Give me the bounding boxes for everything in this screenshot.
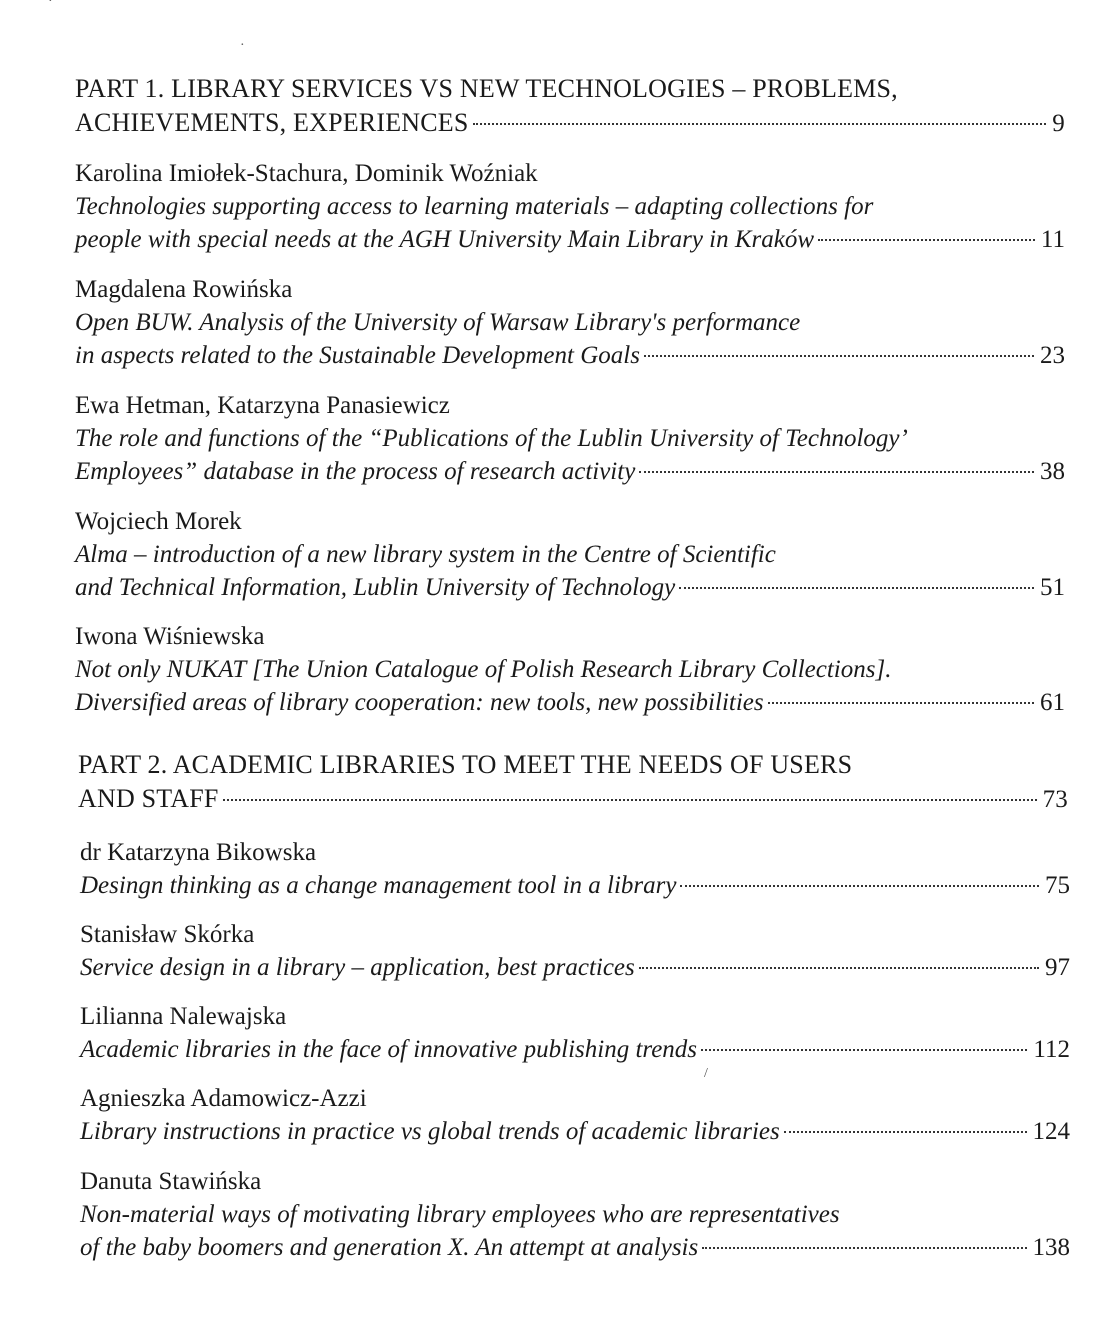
entry-title-text: Desingn thinking as a change management tool in a library: [80, 872, 677, 899]
entry-title-line-1: Not only NUKAT [The Union Catalogue of Polish Research Library Collections].: [75, 656, 892, 683]
toc-entry: [80, 1165, 1070, 1264]
page-number: 9: [1052, 110, 1065, 137]
entry-title-line-1: Technologies supporting access to learning materials – adapting collections for: [75, 193, 874, 220]
scan-speck: ·: [240, 38, 245, 53]
entry-title-line-2: [75, 455, 1065, 488]
leader-dots: [639, 967, 1039, 969]
entry-title-text: of the baby boomers and generation X. An attempt at analysis: [80, 1234, 699, 1261]
page-number: 124: [1032, 1118, 1070, 1145]
leader-dots: [223, 799, 1037, 801]
toc-entry: [75, 505, 1065, 604]
part-1-title-line-2: [75, 106, 1065, 141]
part-1-title-line-1: PART 1. LIBRARY SERVICES VS NEW TECHNOLOGIES – PROBLEMS,: [75, 74, 898, 103]
entry-title-text: Library instructions in practice vs global trends of academic libraries: [80, 1118, 780, 1145]
page-number: 51: [1040, 574, 1065, 601]
entry-authors: Wojciech Morek: [75, 508, 242, 535]
leader-dots: [768, 702, 1034, 704]
scan-speck: /: [704, 1066, 708, 1081]
entry-title-line-2: [75, 686, 1065, 719]
entry-authors: Ewa Hetman, Katarzyna Panasiewicz: [75, 392, 450, 419]
entry-title-text: Academic libraries in the face of innovative publishing trends: [80, 1036, 698, 1063]
entry-title-line-2: [75, 223, 1065, 256]
toc-entry: [80, 918, 1070, 984]
entry-title-text: and Technical Information, Lublin University of Technology: [75, 574, 676, 601]
page-number: 38: [1040, 458, 1065, 485]
entry-title-line-2: [75, 571, 1065, 604]
scan-speck: ·: [48, 0, 53, 9]
leader-dots: [784, 1131, 1027, 1133]
entry-title-line-2: [80, 1231, 1070, 1264]
entry-authors: Karolina Imiołek-Stachura, Dominik Woźniak: [75, 160, 538, 187]
page-number: 11: [1040, 226, 1065, 253]
part-2-title-text: AND STAFF: [78, 784, 219, 813]
entry-title-text: in aspects related to the Sustainable Development Goals: [75, 342, 640, 369]
leader-dots: [639, 471, 1034, 473]
entry-title-line-1: Non-material ways of motivating library employees who are representatives: [80, 1201, 840, 1228]
entry-title-line: [80, 869, 1070, 902]
toc-entry: [75, 620, 1065, 719]
entry-authors: Magdalena Rowińska: [75, 276, 293, 303]
toc-entry: [75, 157, 1065, 256]
leader-dots: [818, 239, 1035, 241]
entry-authors: Agnieszka Adamowicz-Azzi: [80, 1085, 367, 1112]
toc-entry: [80, 1082, 1070, 1148]
entry-title-line: [80, 1115, 1070, 1148]
part-2-title-line-2: [78, 782, 1068, 817]
toc-entry: [80, 836, 1070, 902]
part-1-heading: [75, 72, 1065, 141]
leader-dots: [473, 123, 1047, 125]
leader-dots: [679, 587, 1034, 589]
entry-authors: Danuta Stawińska: [80, 1168, 262, 1195]
leader-dots: [680, 885, 1039, 887]
toc-entry: [80, 1000, 1070, 1066]
page-number: 97: [1045, 954, 1070, 981]
entry-title-line-1: Open BUW. Analysis of the University of Warsaw Library's performance: [75, 309, 801, 336]
page-number: 73: [1042, 786, 1068, 813]
entry-authors: Iwona Wiśniewska: [75, 623, 265, 650]
page-number: 23: [1040, 342, 1065, 369]
entry-authors: Stanisław Skórka: [80, 921, 255, 948]
part-1-title-text: ACHIEVEMENTS, EXPERIENCES: [75, 108, 469, 137]
entry-authors: dr Katarzyna Bikowska: [80, 839, 317, 866]
leader-dots: [644, 355, 1034, 357]
entry-title-line-1: The role and functions of the “Publications of the Lublin University of Technology’: [75, 425, 908, 452]
entry-title-text: Service design in a library – application, best practices: [80, 954, 635, 981]
toc-entry: [75, 389, 1065, 488]
page-number: 112: [1033, 1036, 1070, 1063]
page-number: 138: [1032, 1234, 1070, 1261]
toc-entry: [75, 273, 1065, 372]
entry-title-line-2: [75, 339, 1065, 372]
leader-dots: [701, 1049, 1027, 1051]
entry-title-text: Diversified areas of library cooperation: new tools, new possibilities: [75, 689, 764, 716]
part-2-heading: [78, 748, 1068, 817]
entry-authors: Lilianna Nalewajska: [80, 1003, 287, 1030]
entry-title-line: [80, 951, 1070, 984]
leader-dots: [702, 1247, 1026, 1249]
entry-title-line-1: Alma – introduction of a new library system in the Centre of Scientific: [75, 541, 776, 568]
page-number: 75: [1045, 872, 1070, 899]
entry-title-line: [80, 1033, 1070, 1066]
part-2-title-line-1: PART 2. ACADEMIC LIBRARIES TO MEET THE NEEDS OF USERS: [78, 750, 853, 779]
entry-title-text: Employees” database in the process of research activity: [75, 458, 636, 485]
page-number: 61: [1040, 689, 1065, 716]
entry-title-text: people with special needs at the AGH University Main Library in Kraków: [75, 226, 815, 253]
